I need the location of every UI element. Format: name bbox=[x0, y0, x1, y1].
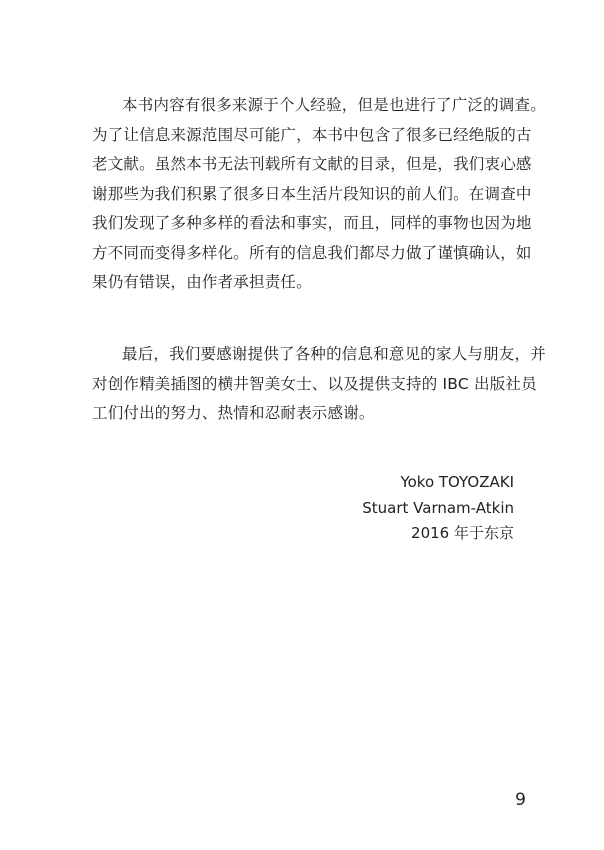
date-place: 2016 年于东京 bbox=[411, 524, 514, 542]
paragraph-line: 对创作精美插图的横井智美女士、以及提供支持的 IBC 出版社员 bbox=[92, 374, 537, 393]
author-name: Yoko TOYOZAKI bbox=[400, 473, 514, 491]
paragraph-line: 为了让信息来源范围尽可能广，本书中包含了很多已经绝版的古 bbox=[92, 125, 532, 144]
paragraph-acknowledgements bbox=[92, 340, 546, 429]
paragraph-line: 本书内容有很多来源于个人经验，但是也进行了广泛的调查。 bbox=[122, 96, 546, 114]
paragraph-sources bbox=[92, 91, 546, 298]
paragraph-line: 方不同而变得多样化。所有的信息我们都尽力做了谨慎确认，如 bbox=[92, 243, 532, 262]
paragraph-line: 谢那些为我们积累了很多日本生活片段知识的前人们。在调查中 bbox=[92, 184, 532, 203]
paragraph-line: 我们发现了多种多样的看法和事实，而且，同样的事物也因为地 bbox=[92, 214, 532, 232]
paragraph-line: 最后，我们要感谢提供了各种的信息和意见的家人与朋友，并 bbox=[122, 345, 546, 363]
signature-block bbox=[362, 470, 514, 547]
paragraph-line: 工们付出的努力、热情和忍耐表示感谢。 bbox=[92, 404, 375, 422]
paragraph-line: 老文献。虽然本书无法刊载所有文献的目录，但是，我们衷心感 bbox=[92, 155, 532, 173]
author-name: Stuart Varnam-Atkin bbox=[362, 498, 514, 517]
page-number: 9 bbox=[515, 790, 526, 810]
paragraph-line: 果仍有错误，由作者承担责任。 bbox=[92, 273, 312, 291]
